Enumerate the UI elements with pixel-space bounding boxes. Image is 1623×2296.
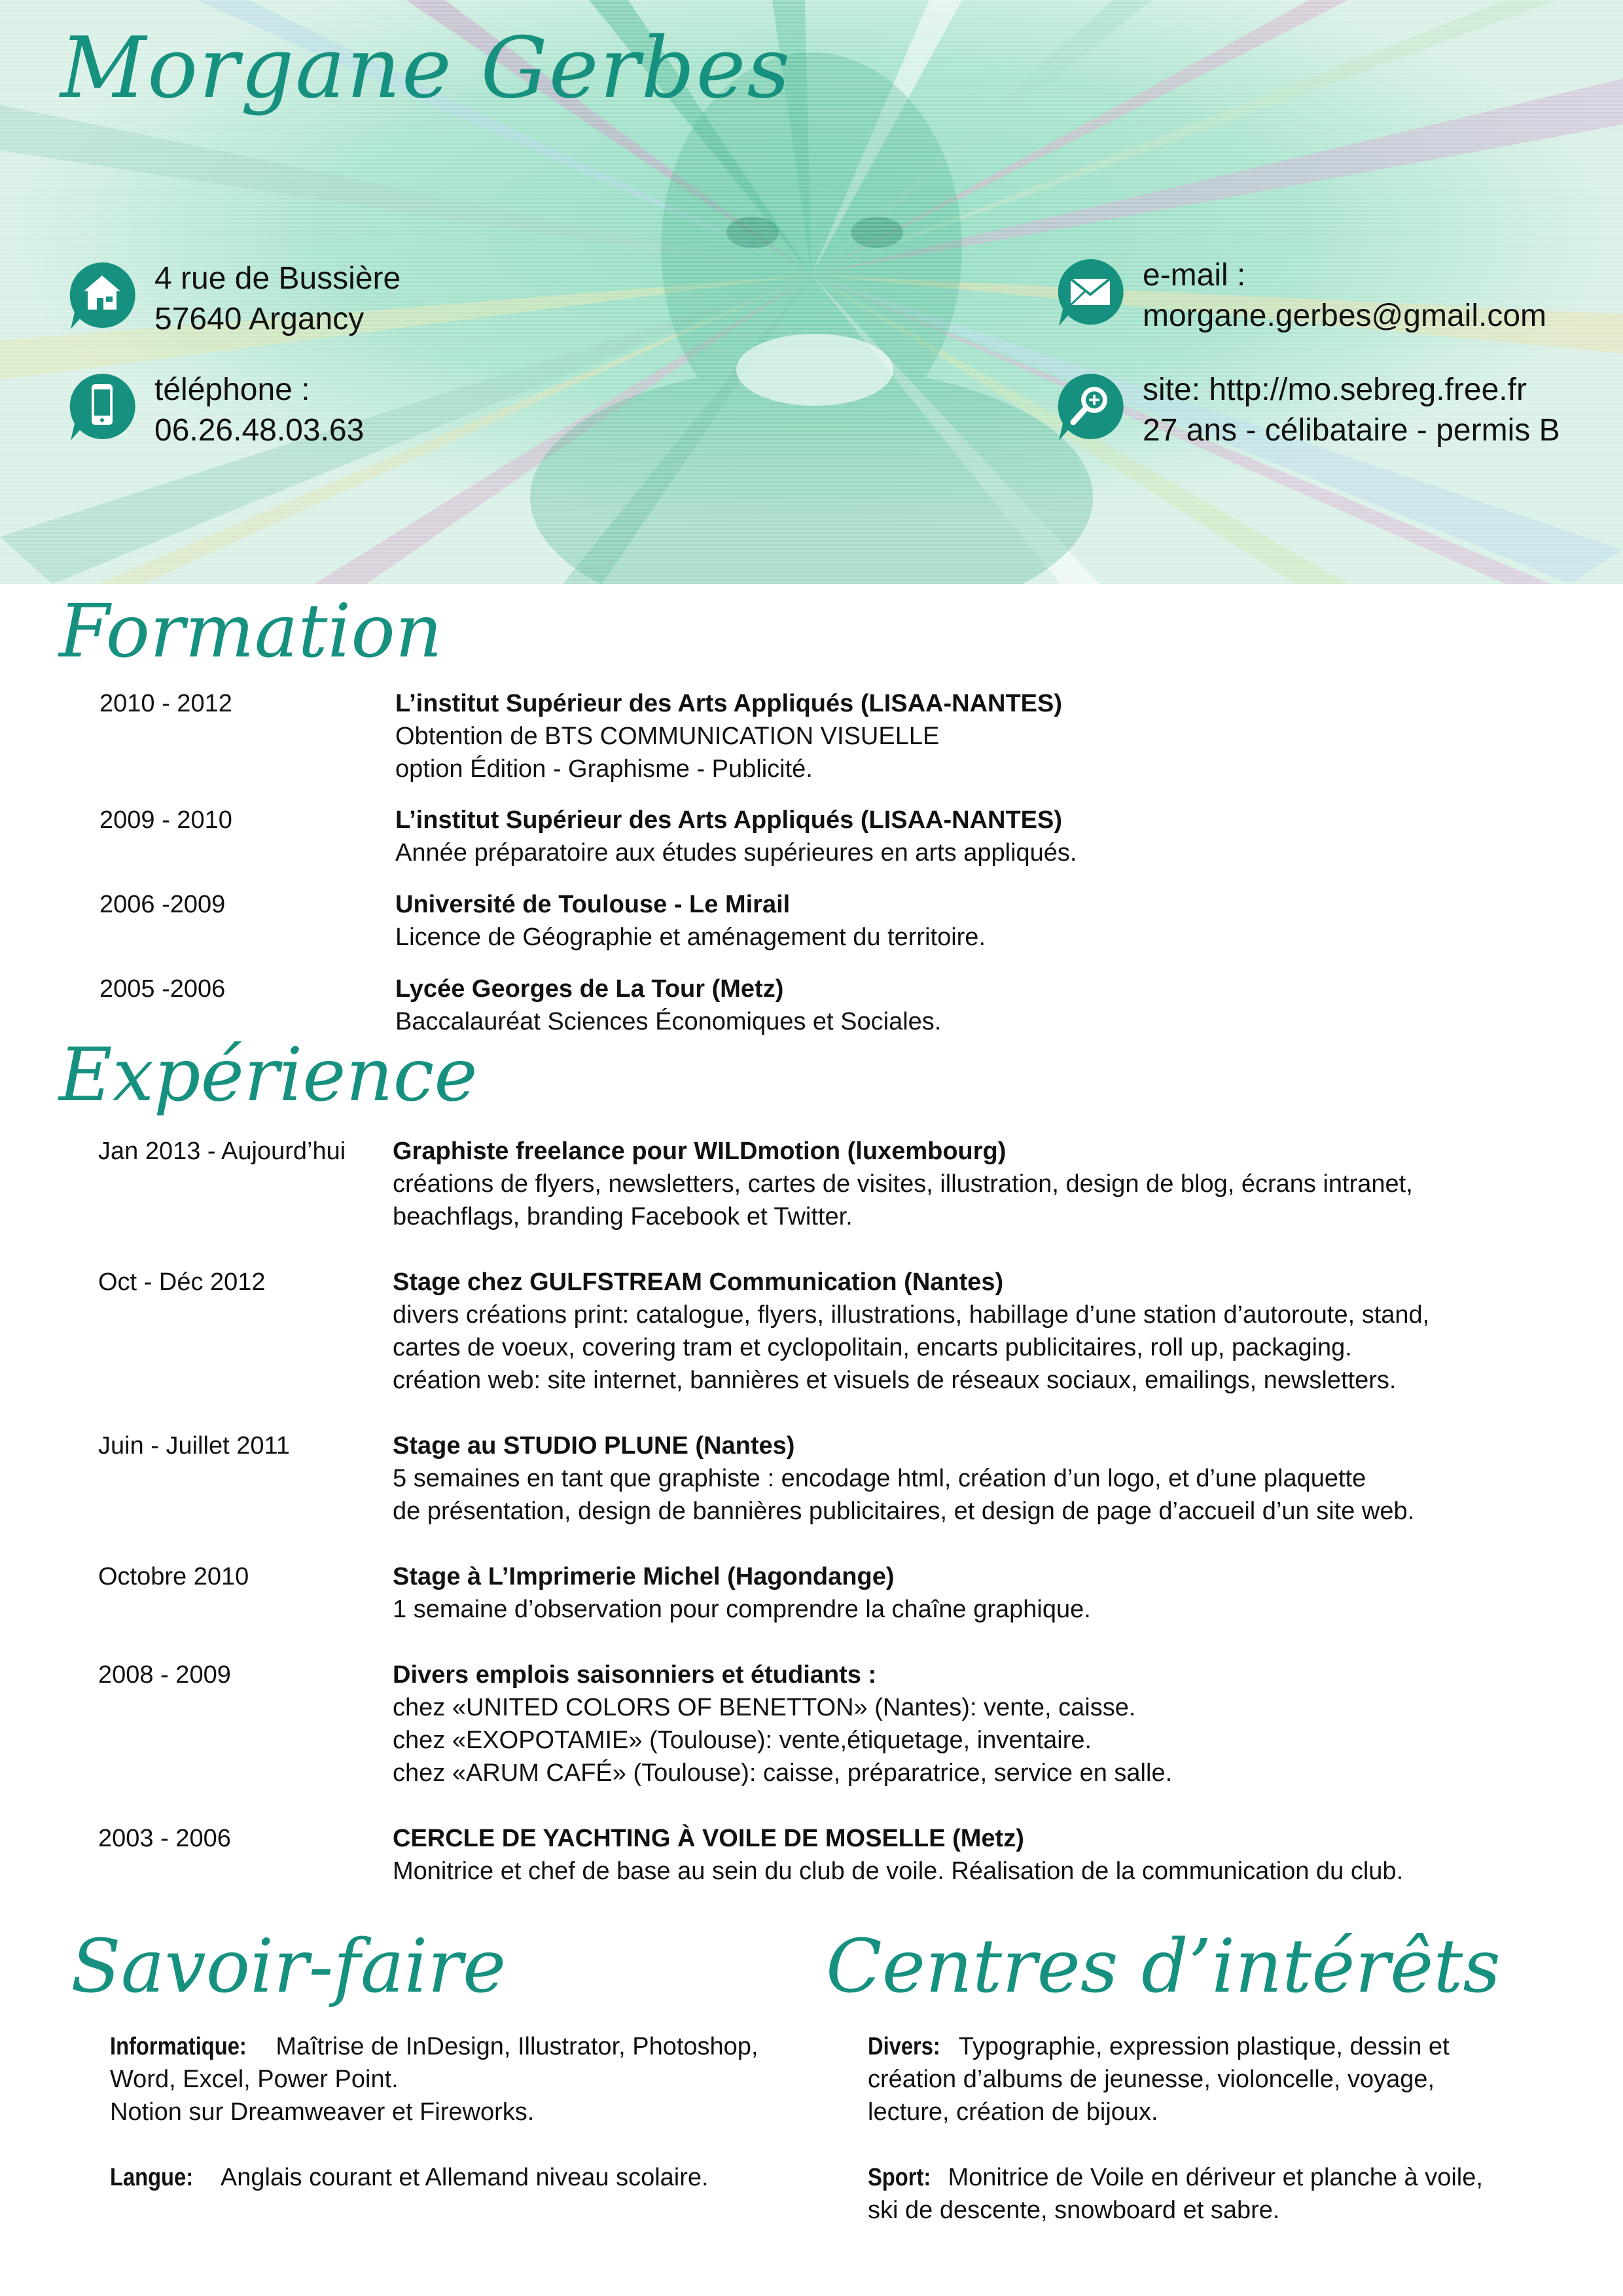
entry-line: option Édition - Graphisme - Publicité.: [395, 755, 813, 783]
interets-title: Centres d’intérêts: [826, 1924, 1501, 2009]
divers-line: lecture, création de bijoux.: [868, 2098, 1158, 2126]
entry-line: chez «ARUM CAFÉ» (Toulouse): caisse, préparatrice, service en salle.: [393, 1759, 1173, 1787]
entry-line: Monitrice et chef de base au sein du club de voile. Réalisation de la communication du club.: [393, 1857, 1404, 1885]
informatique-label: Informatique:: [110, 2033, 247, 2060]
entry-line: divers créations print: catalogue, flyers, illustrations, habillage d’une station d’autoroute, stand,: [393, 1301, 1430, 1329]
entry-title: Lycée Georges de La Tour (Metz): [395, 975, 784, 1003]
entry-line: cartes de voeux, covering tram et cyclopolitain, encarts publicitaires, roll up, packaging.: [393, 1334, 1352, 1361]
entry-line: chez «EXOPOTAMIE» (Toulouse): vente,étiquetage, inventaire.: [393, 1727, 1092, 1754]
entry-date: Juin - Juillet 2011: [98, 1432, 290, 1460]
email-label: e-mail :: [1143, 258, 1246, 293]
entry-title: Stage au STUDIO PLUNE (Nantes): [393, 1432, 795, 1460]
informatique-line: Word, Excel, Power Point.: [110, 2066, 399, 2093]
sport-label: Sport:: [868, 2164, 931, 2191]
entry-date: 2003 - 2006: [98, 1825, 231, 1852]
phone-icon: [65, 370, 139, 443]
entry-date: 2010 - 2012: [99, 690, 232, 717]
sport-line: Monitrice de Voile en dériveur et planche à voile,: [948, 2164, 1483, 2191]
address-line-1: 4 rue de Bussière: [154, 261, 401, 296]
formation-title: Formation: [59, 589, 442, 674]
address-line-2: 57640 Argancy: [154, 302, 365, 336]
phone-label: téléphone :: [154, 372, 310, 407]
candidate-name: Morgane Gerbes: [60, 20, 791, 117]
entry-line: créations de flyers, newsletters, cartes de visites, illustration, design de blog, écrans intranet,: [393, 1170, 1413, 1198]
entry-date: 2006 -2009: [99, 891, 226, 918]
header-banner: [0, 0, 1623, 584]
sport-line: ski de descente, snowboard et sabre.: [868, 2197, 1280, 2224]
entry-line: beachflags, branding Facebook et Twitter.: [393, 1203, 853, 1230]
entry-title: CERCLE DE YACHTING À VOILE DE MOSELLE (Metz): [393, 1825, 1024, 1852]
entry-title: Stage chez GULFSTREAM Communication (Nantes): [393, 1268, 1004, 1296]
langue-label: Langue:: [110, 2164, 194, 2191]
entry-title: Stage à L’Imprimerie Michel (Hagondange): [393, 1563, 895, 1590]
contact-phone: [65, 370, 364, 451]
entry-title: Graphiste freelance pour WILDmotion (luxembourg): [393, 1138, 1007, 1165]
langue-text: Anglais courant et Allemand niveau scolaire.: [220, 2164, 709, 2191]
phone-number[interactable]: 06.26.48.03.63: [154, 413, 365, 448]
entry-date: 2005 -2006: [99, 975, 226, 1003]
entry-line: Baccalauréat Sciences Économiques et Sociales.: [395, 1008, 942, 1035]
entry-date: Oct - Déc 2012: [98, 1268, 266, 1296]
entry-date: 2008 - 2009: [98, 1661, 231, 1689]
magnifier-icon: [1054, 370, 1127, 443]
envelope-icon: [1054, 255, 1127, 329]
entry-line: Année préparatoire aux études supérieures en arts appliqués.: [395, 839, 1077, 867]
divers-label: Divers:: [868, 2033, 940, 2060]
contact-address: [65, 259, 401, 340]
entry-line: de présentation, design de bannières publicitaires, et design de page d’accueil d’un site web.: [393, 1498, 1415, 1525]
informatique-line: Notion sur Dreamweaver et Fireworks.: [110, 2098, 535, 2126]
entry-date: Octobre 2010: [98, 1563, 249, 1590]
house-icon: [65, 259, 139, 332]
contact-site: [1054, 370, 1560, 451]
interets-block: [868, 2030, 1483, 2227]
entry-line: création web: site internet, bannières et visuels de réseaux sociaux, emailings, newsletters.: [393, 1367, 1397, 1394]
entry-line: Obtention de BTS COMMUNICATION VISUELLE: [395, 723, 940, 750]
entry-line: 1 semaine d’observation pour comprendre la chaîne graphique.: [393, 1596, 1091, 1623]
personal-info: 27 ans - célibataire - permis B: [1143, 413, 1560, 448]
entry-date: 2009 - 2010: [99, 806, 232, 834]
entry-date: Jan 2013 - Aujourd’hui: [98, 1138, 346, 1165]
divers-line: création d’albums de jeunesse, violoncelle, voyage,: [868, 2066, 1435, 2093]
entry-title: L’institut Supérieur des Arts Appliqués (LISAA-NANTES): [395, 690, 1063, 717]
savoir-faire-block: [110, 2030, 758, 2194]
experience-title: Expérience: [59, 1033, 478, 1118]
entry-title: L’institut Supérieur des Arts Appliqués (LISAA-NANTES): [395, 806, 1063, 834]
informatique-line: Maîtrise de InDesign, Illustrator, Photoshop,: [276, 2033, 758, 2060]
email-address[interactable]: morgane.gerbes@gmail.com: [1143, 298, 1546, 333]
entry-line: 5 semaines en tant que graphiste : encodage html, création d’un logo, et d’une plaquette: [393, 1465, 1366, 1492]
site-url[interactable]: site: http://mo.sebreg.free.fr: [1143, 372, 1527, 407]
entry-title: Divers emplois saisonniers et étudiants :: [393, 1661, 877, 1689]
savoir-faire-title: Savoir-faire: [71, 1924, 507, 2009]
contact-email: [1054, 255, 1546, 336]
entry-line: chez «UNITED COLORS OF BENETTON» (Nantes): vente, caisse.: [393, 1694, 1136, 1721]
entry-title: Université de Toulouse - Le Mirail: [395, 891, 791, 918]
divers-line: Typographie, expression plastique, dessin et: [958, 2033, 1450, 2060]
entry-line: Licence de Géographie et aménagement du territoire.: [395, 924, 986, 951]
